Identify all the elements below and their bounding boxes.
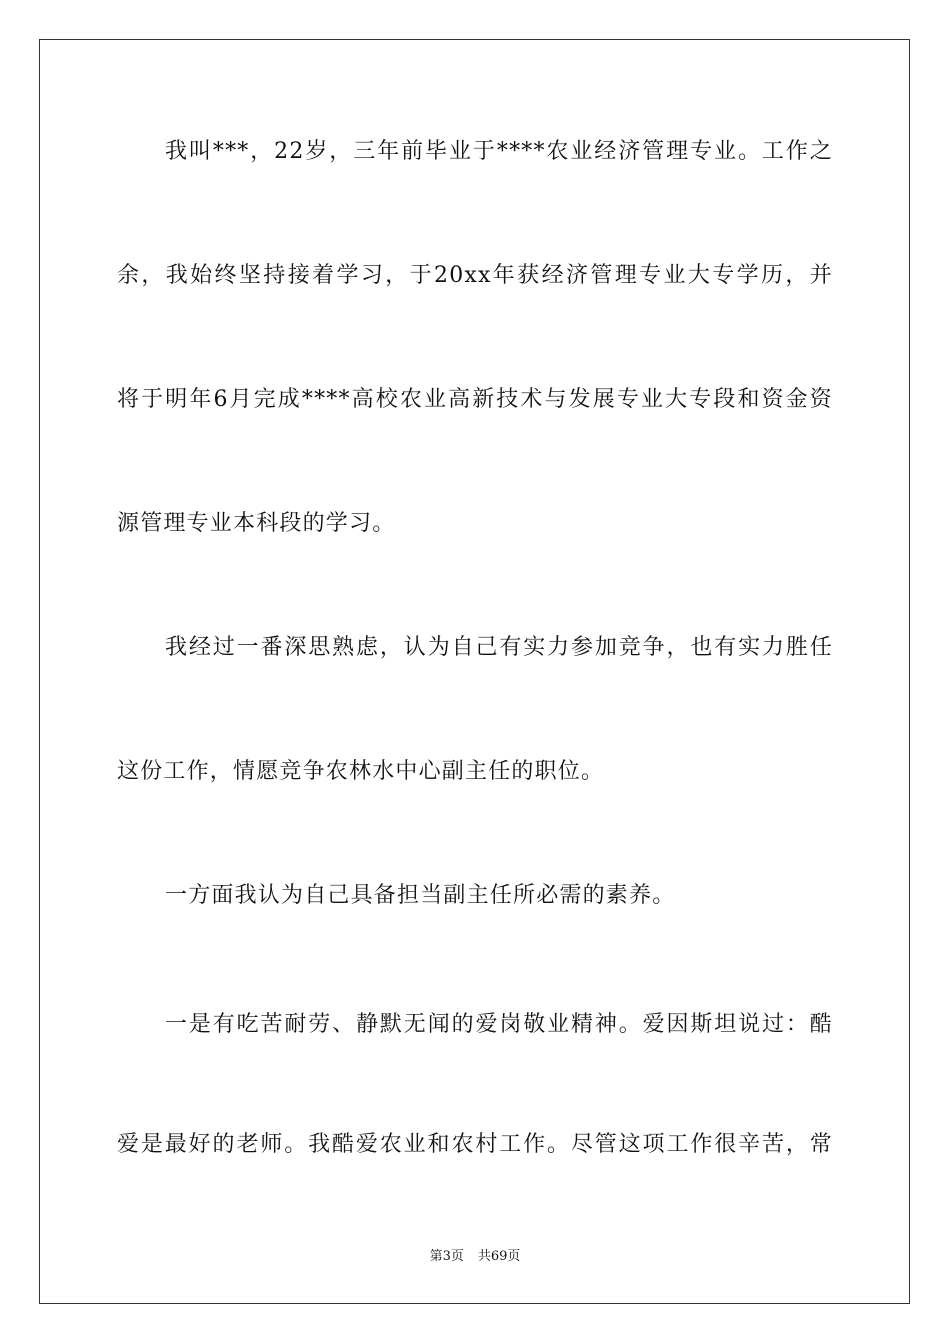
page-border [39,39,910,1304]
body-line-8: 一是有吃苦耐劳、静默无闻的爱岗敬业精神。爱因斯坦说过：酷 [165,1012,833,1037]
body-line-9: 爱是最好的老师。我酷爱农业和农村工作。尽管这项工作很辛苦，常 [117,1132,833,1157]
body-line-4: 源管理专业本科段的学习。 [117,511,396,536]
body-line-7: 一方面我认为自己具备担当副主任所必需的素养。 [165,883,676,908]
body-line-3: 将于明年6月完成****高校农业高新技术与发展专业大专段和资金资 [117,387,833,412]
page-footer [0,1248,950,1266]
body-line-1: 我叫***，22岁，三年前毕业于****农业经济管理专业。工作之 [165,139,833,164]
body-line-6: 这份工作，情愿竞争农林水中心副主任的职位。 [117,759,605,784]
page-total: 共69页 [477,1249,521,1264]
body-line-5: 我经过一番深思熟虑，认为自己有实力参加竞争，也有实力胜任 [165,635,833,660]
page-number: 第3页 [429,1249,464,1264]
body-line-2: 余，我始终坚持接着学习，于20xx年获经济管理专业大专学历，并 [117,263,833,288]
